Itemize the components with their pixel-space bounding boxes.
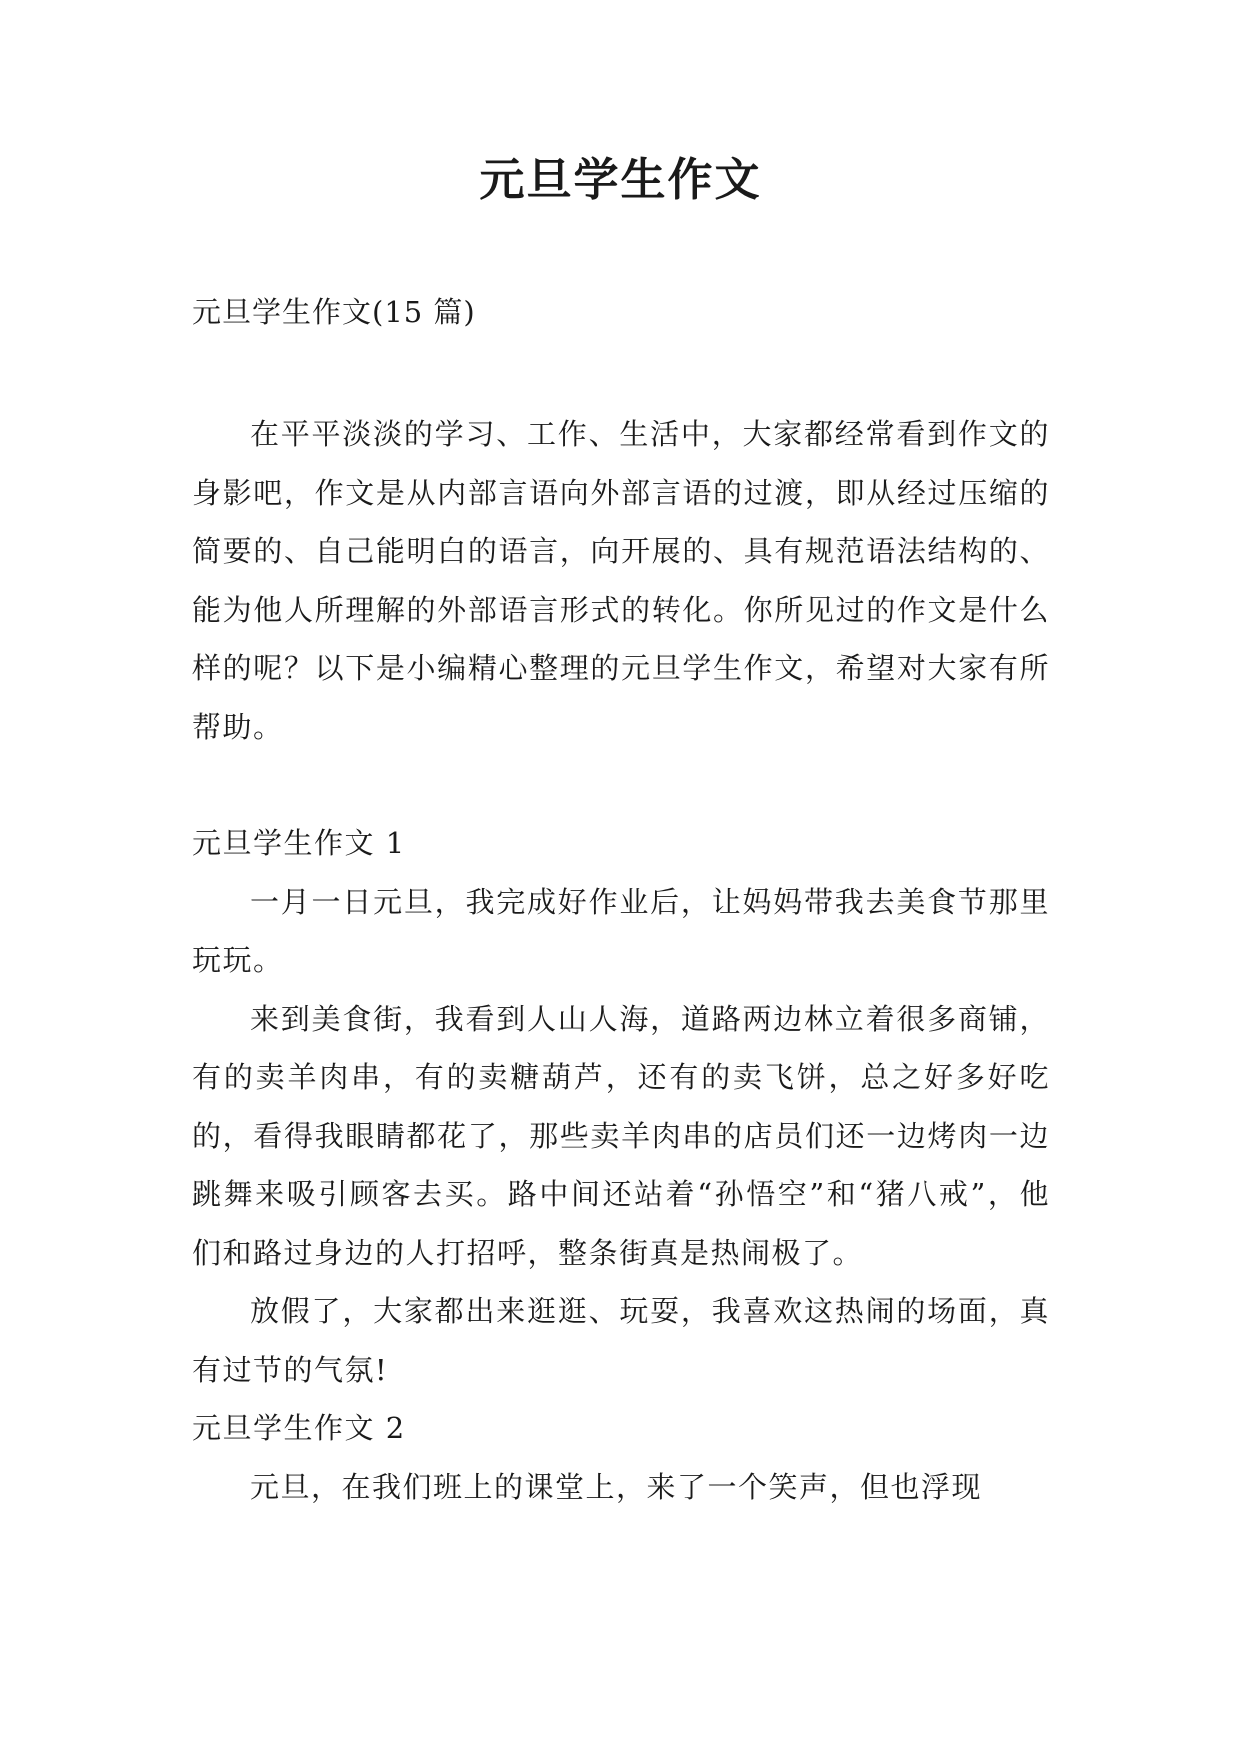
essay-1-paragraph-3: 放假了，大家都出来逛逛、玩耍，我喜欢这热闹的场面，真有过节的气氛! (192, 1294, 1050, 1387)
document-title: 元旦学生作文 (479, 153, 762, 206)
essay-1-paragraph-1: 一月一日元旦，我完成好作业后，让妈妈带我去美食节那里玩玩。 (192, 884, 1050, 977)
document-body (192, 405, 1050, 1516)
document-subtitle: 元旦学生作文(15 篇) (192, 295, 476, 329)
intro-paragraph: 在平平淡淡的学习、工作、生活中，大家都经常看到作文的身影吧，作文是从内部言语向外部言语的过渡，即从经过压缩的简要的、自己能明白的语言，向开展的、具有规范语法结构的、能为他人所理解的外部语言形式的转化。你所见过的作文是什么样的呢？以下是小编精心整理的元旦学生作文，希望对大家有所帮助。 (192, 417, 1050, 744)
essay-2-paragraph-1: 元旦，在我们班上的课堂上，来了一个笑声，但也浮现 (250, 1469, 983, 1504)
essay-heading-1: 元旦学生作文 1 (192, 826, 406, 860)
essay-1-paragraph-2: 来到美食街，我看到人山人海，道路两边林立着很多商铺，有的卖羊肉串，有的卖糖葫芦，还有的卖飞饼，总之好多好吃的，看得我眼睛都花了，那些卖羊肉串的店员们还一边烤肉一边跳舞来吸引顾客去买。路中间还站着“孙悟空”和“猪八戒”，他们和路过身边的人打招呼，整条街真是热闹极了。 (192, 1001, 1050, 1270)
essay-heading-2: 元旦学生作文 2 (192, 1411, 406, 1445)
